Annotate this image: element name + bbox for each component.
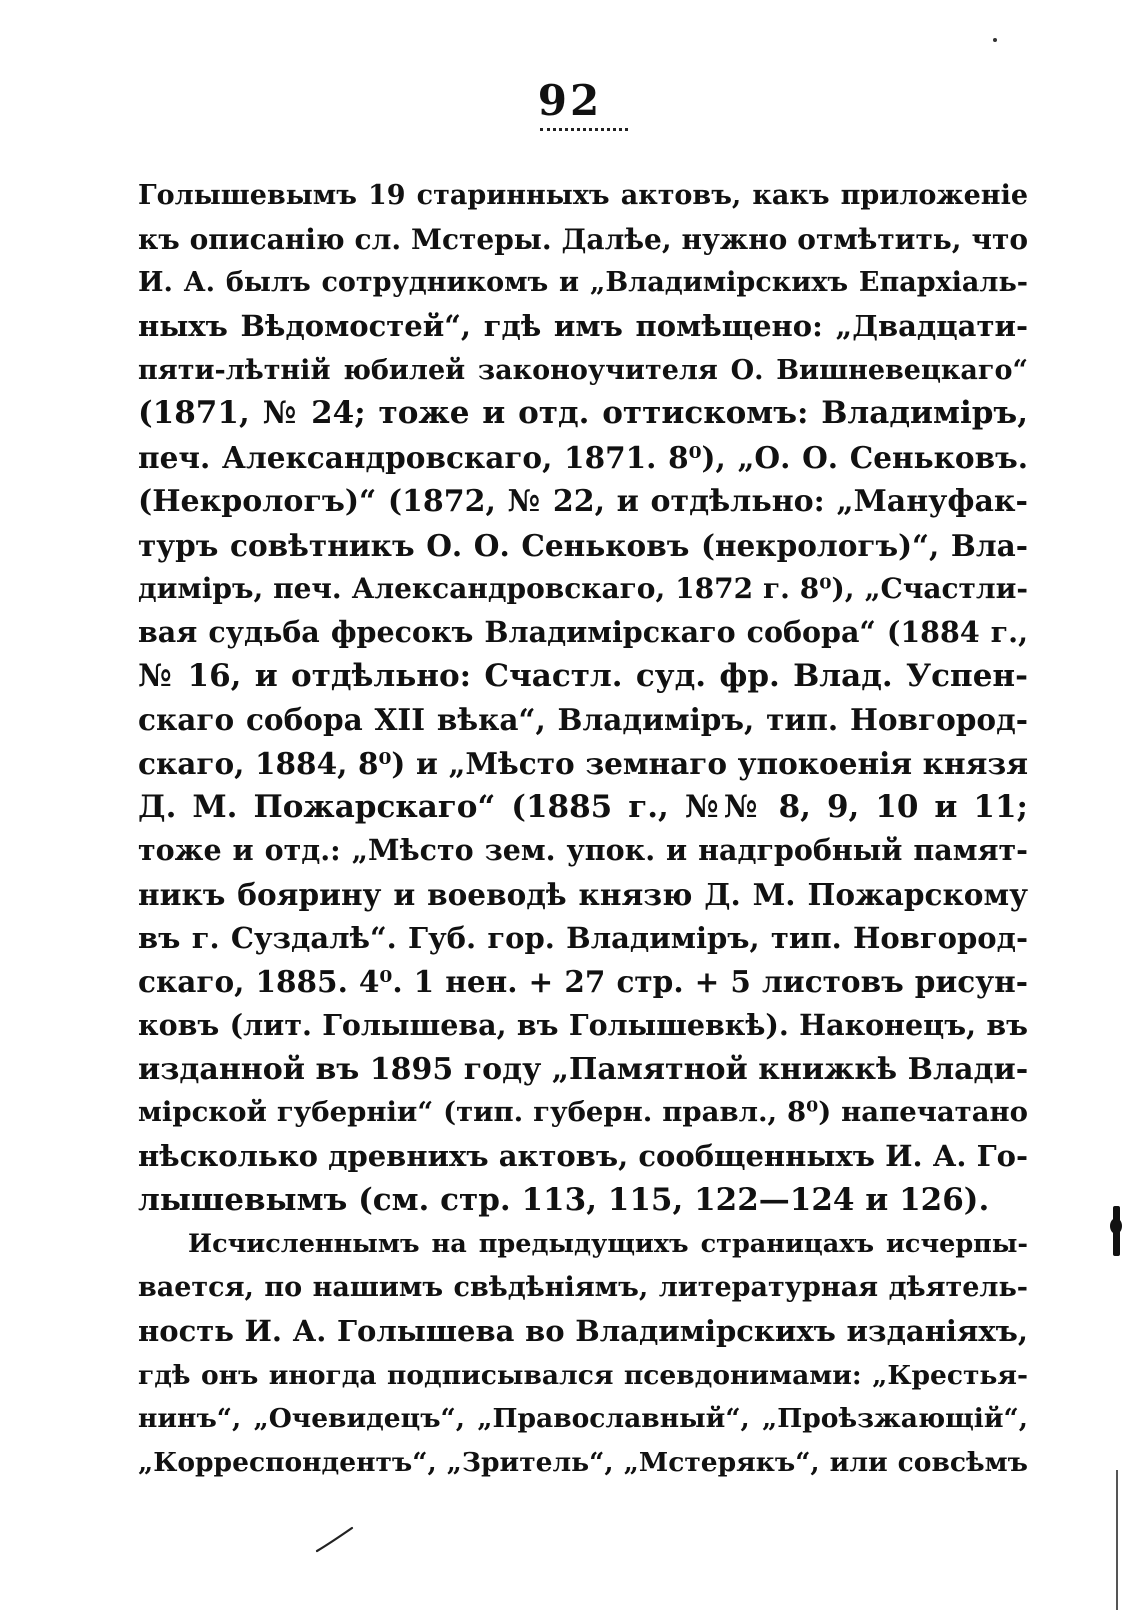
text-line: къ описанію сл. Мстеры. Далѣе, нужно отмѣтить, что <box>138 222 1028 256</box>
text-line: И. А. былъ сотрудникомъ и „Владимірскихъ Епархіаль- <box>138 267 1028 299</box>
text-line: вается, по нашимъ свѣдѣніямъ, литературная дѣятель- <box>138 1272 1028 1304</box>
paragraph-start-line: Исчисленнымъ на предыдущихъ страницахъ исчерпы- <box>188 1228 1028 1259</box>
text-line: скаго, 1884, 8⁰) и „Мѣсто земнаго упокоенія князя <box>138 745 1028 781</box>
paragraph-end-line: лышевымъ (см. стр. 113, 115, 122—124 и 126). <box>138 1181 990 1218</box>
text-line: нинъ“, „Очевидецъ“, „Православный“, „Проѣзжающій“, <box>138 1403 1028 1435</box>
pen-stroke-mark <box>315 1525 355 1555</box>
text-line: тоже и отд.: „Мѣсто зем. упок. и надгробный памят- <box>138 833 1028 868</box>
text-line: скаго собора XII вѣка“, Владиміръ, тип. Новгород- <box>138 702 1028 738</box>
text-line: № 16, и отдѣльно: Счастл. суд. фр. Влад. Успен- <box>138 657 1028 694</box>
text-line: Голышевымъ 19 старинныхъ актовъ, какъ приложеніе <box>138 180 1028 211</box>
text-line: „Корреспондентъ“, „Зритель“, „Мстерякъ“, или совсѣмъ <box>138 1446 1028 1478</box>
page-number: 92 <box>537 76 603 125</box>
text-line: туръ совѣтникъ О. О. Сеньковъ (некрологъ)“, Вла- <box>138 527 1028 563</box>
text-line: въ г. Суздалѣ“. Губ. гор. Владиміръ, тип. Новгород- <box>138 920 1028 955</box>
page-edge-shadow <box>1116 1470 1118 1610</box>
text-line: никъ боярину и воеводѣ князю Д. М. Пожарскому <box>138 877 1028 912</box>
text-line: печ. Александровскаго, 1871. 8⁰), „О. О. Сеньковъ. <box>138 440 1028 476</box>
text-line: (1871, № 24; тоже и отд. оттискомъ: Владиміръ, <box>138 395 1028 432</box>
text-line: нѣсколько древнихъ актовъ, сообщенныхъ И. А. Го- <box>138 1139 1028 1174</box>
text-line: (Некрологъ)“ (1872, № 22, и отдѣльно: „Мануфак- <box>138 483 1028 519</box>
text-line: пяти-лѣтній юбилей законоучителя О. Вишневецкаго“ <box>138 354 1028 386</box>
text-line: изданной въ 1895 году „Памятной книжкѣ Влади- <box>138 1051 1028 1087</box>
text-line: ность И. А. Голышева во Владимірскихъ изданіяхъ, <box>138 1313 1028 1348</box>
text-line: Д. М. Пожарскаго“ (1885 г., №№ 8, 9, 10 и 11; <box>138 788 1028 825</box>
margin-ink-blot <box>1110 1218 1122 1234</box>
text-line: диміръ, печ. Александровскаго, 1872 г. 8⁰), „Счастли- <box>138 572 1028 606</box>
text-line: скаго, 1885. 4⁰. 1 нен. + 27 стр. + 5 листовъ рисун- <box>138 964 1028 1000</box>
text-line: вая судьба фресокъ Владимірскаго собора“ (1884 г., <box>138 614 1028 649</box>
page-number-rule <box>540 128 628 131</box>
body-text <box>138 174 1028 1485</box>
text-line: ныхъ Вѣдомостей“, гдѣ имъ помѣщено: „Двадцати- <box>138 309 1028 344</box>
scan-speck <box>993 38 997 42</box>
text-line: гдѣ онъ иногда подписывался псевдонимами: „Крестья- <box>138 1359 1028 1391</box>
text-line: ковъ (лит. Голышева, въ Голышевкѣ). Наконецъ, въ <box>138 1008 1028 1043</box>
text-line: мірской губерніи“ (тип. губерн. правл., 8⁰) напечатано <box>138 1096 1028 1129</box>
